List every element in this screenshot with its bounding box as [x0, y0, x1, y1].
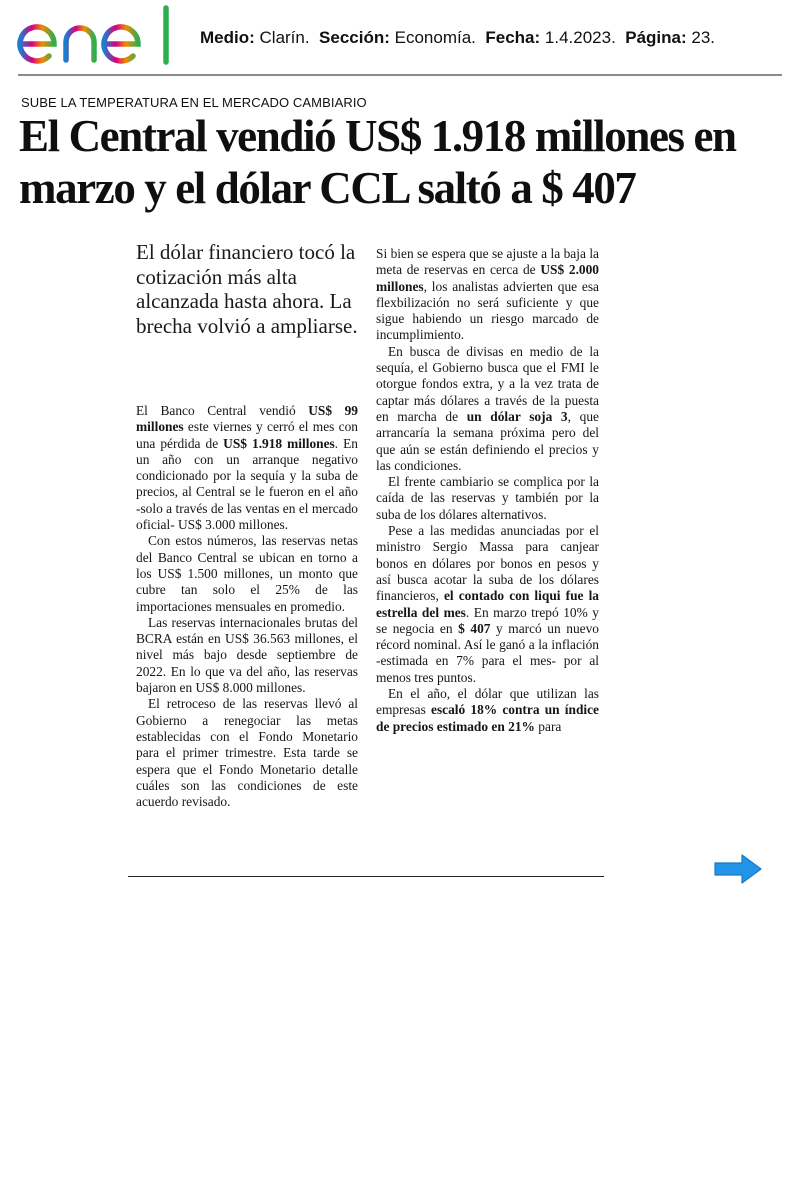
article-kicker: SUBE LA TEMPERATURA EN EL MERCADO CAMBIARIO — [21, 95, 367, 110]
press-clipping-header — [200, 28, 715, 48]
fecha-value: 1.4.2023. — [544, 28, 616, 47]
right-arrow-icon[interactable] — [712, 852, 764, 886]
article-subhead: El dólar financiero tocó la cotización más alta alcanzada hasta ahora. La brecha volvió a ampliarse. — [136, 240, 358, 338]
fecha-label: Fecha: — [485, 28, 541, 47]
paragraph-7: El frente cambiario se complica por la caída de las reservas y también por la suba de los dólares alternativos. — [376, 474, 599, 522]
seccion-label: Sección: — [319, 28, 390, 47]
seccion-value: Economía. — [394, 28, 476, 47]
paragraph-8: Pese a las medidas anunciadas por el ministro Sergio Massa para canjear bonos en dólares por bonos en pesos y así busca acotar la suba de los dólares financieros, el contado con liqui fue la estrella del mes. En marzo trepó 10% y se negocia en $ 407 y marcó un nuevo récord nominal. Así le ganó a la inflación -estimada en 7% para el mes- por al menos tres puntos. — [376, 523, 599, 685]
enel-logo — [16, 4, 181, 70]
paragraph-3: Las reservas internacionales brutas del BCRA están en US$ 36.563 millones, el nivel más bajo desde septiembre de 2022. En lo que va del año, las reservas bajaron en US$ 8.000 millones. — [136, 614, 358, 696]
paragraph-5: Si bien se espera que se ajuste a la baja la meta de reservas en cerca de US$ 2.000 millones, los analistas advierten que esa flexbilización no será suficiente y que sigue habiendo un riesgo marcado de incumplimiento. — [376, 246, 600, 343]
medio-value: Clarín. — [259, 28, 310, 47]
pagina-label: Página: — [625, 28, 687, 47]
paragraph-9: En el año, el dólar que utilizan las empresas escaló 18% contra un índice de precios estimado en 21% para — [376, 686, 599, 734]
medio-label: Medio: — [200, 28, 255, 47]
paragraph-4: El retroceso de las reservas llevó al Gobierno a renegociar las metas establecidas con el Fondo Monetario para el primer trimestre. Esta tarde se espera que el Fondo Monetario detalle cuáles son las condiciones de este acuerdo revisado. — [136, 696, 358, 810]
paragraph-2: Con estos números, las reservas netas del Banco Central se ubican en torno a los US$ 1.500 millones, un monto que cubre tan solo el 25% de las importaciones mensuales en promedio. — [136, 533, 358, 614]
article-column-1 — [136, 403, 358, 810]
paragraph-6: En busca de divisas en medio de la sequía, el Gobierno busca que el FMI le otorgue fondos extra, y a la vez trata de captar más dólares a través de la puesta en marcha de un dólar soja 3, que arrancaría la semana próxima pero del que aún se están definiendo el precios y las condiciones. — [376, 343, 599, 473]
article-bottom-rule — [128, 876, 604, 877]
article-headline: El Central vendió US$ 1.918 millones en marzo y el dólar CCL saltó a $ 407 — [19, 111, 736, 213]
paragraph-1: El Banco Central vendió US$ 99 millones este viernes y cerró el mes con una pérdida de US$ 1.918 millones. En un año con un arranque negativo condicionado por la sequía y la suba de precios, al Central se le fueron en el año -solo a través de las ventas en el mercado oficial- US$ 3.000 millones. — [136, 403, 359, 533]
pagina-value: 23. — [691, 28, 716, 47]
article-column-2 — [376, 246, 599, 735]
header-divider — [18, 74, 782, 76]
